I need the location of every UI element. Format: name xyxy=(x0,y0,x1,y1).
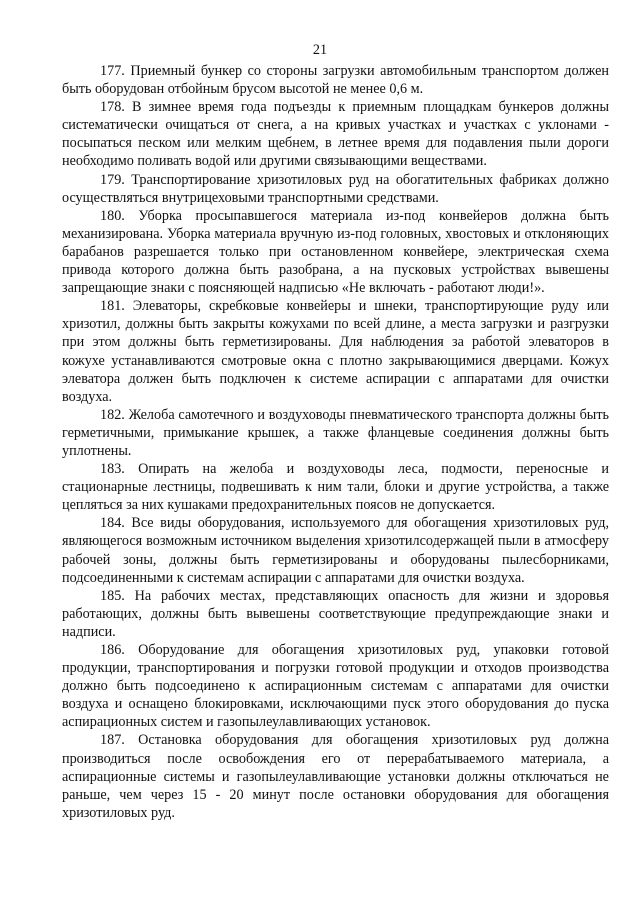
paragraph-181: 181. Элеваторы, скребковые конвейеры и шнеки, транспортирующие руду или хризотил, должны быть закрыты кожухами по всей длине, а места загрузки и разгрузки при этом должны быть герметизированы. Для наблюдения за работой элеваторов в кожухе устанавливаются смотровые окна с плотно закрывающимися дверцами. Кожух элеватора должен быть подключен к системе аспирации с аппаратами для очистки воздуха. xyxy=(62,298,609,405)
paragraph-178: 178. В зимнее время года подъезды к приемным площадкам бункеров должны систематически очищаться от снега, а на кривых участках и участках с уклонами - посыпаться песком или мелким щебнем, в летнее время для подавления пыли дороги необходимо поливать водой или другими связывающими веществами. xyxy=(62,99,609,170)
paragraph-187: 187. Остановка оборудования для обогащения хризотиловых руд должна производиться после освобождения его от перерабатываемого материала, а аспирационные системы и газопылеулавливающие установки должны отключаться не раньше, чем через 15 - 20 минут после остановки оборудования для обогащения хризотиловых руд. xyxy=(62,732,609,821)
paragraph-179: 179. Транспортирование хризотиловых руд на обогатительных фабриках должно осуществляться внутрицеховыми транспортными средствами. xyxy=(62,171,609,206)
page-number: 21 xyxy=(312,42,328,58)
paragraph-182: 182. Желоба самотечного и воздуховоды пневматического транспорта должны быть герметичными, примыкание крышек, а также фланцевые соединения должны быть уплотнены. xyxy=(62,406,609,459)
paragraph-183: 183. Опирать на желоба и воздуховоды леса, подмости, переносные и стационарные лестницы, подвешивать к ним тали, блоки и другие устройства, а также цепляться за них кушаками предохранительных поясов не допускается. xyxy=(62,461,609,514)
document-body xyxy=(62,62,609,822)
paragraph-180: 180. Уборка просыпавшегося материала из-под конвейеров должна быть механизирована. Уборка материала вручную из-под головных, хвостовых и отклоняющих барабанов разрешается только при остановленном конвейере, электрическая схема привода которого должна быть разобрана, а на пусковых устройствах вывешены запрещающие знаки с поясняющей надписью «Не включать - работают люди!». xyxy=(62,207,609,297)
paragraph-185: 185. На рабочих местах, представляющих опасность для жизни и здоровья работающих, должны быть вывешены соответствующие предупреждающие знаки и надписи. xyxy=(62,587,609,640)
paragraph-177: 177. Приемный бункер со стороны загрузки автомобильным транспортом должен быть оборудован отбойным брусом высотой не менее 0,6 м. xyxy=(62,63,609,98)
paragraph-184: 184. Все виды оборудования, используемого для обогащения хризотиловых руд, являющегося возможным источником выделения хризотилсодержащей пыли в атмосферу рабочей зоны, должны быть герметизированы и оборудованы пылесборниками, подсоединенными к системам аспирации с аппаратами для очистки воздуха. xyxy=(62,515,609,586)
paragraph-186: 186. Оборудование для обогащения хризотиловых руд, упаковки готовой продукции, транспортирования и погрузки готовой продукции и отходов производства должно быть подсоединено к аспирационным системам с аппаратами для очистки воздуха и оснащено блокировками, исключающими пуск этого оборудования до пуска аспирационных систем и газопылеулавливающих установок. xyxy=(62,642,609,731)
